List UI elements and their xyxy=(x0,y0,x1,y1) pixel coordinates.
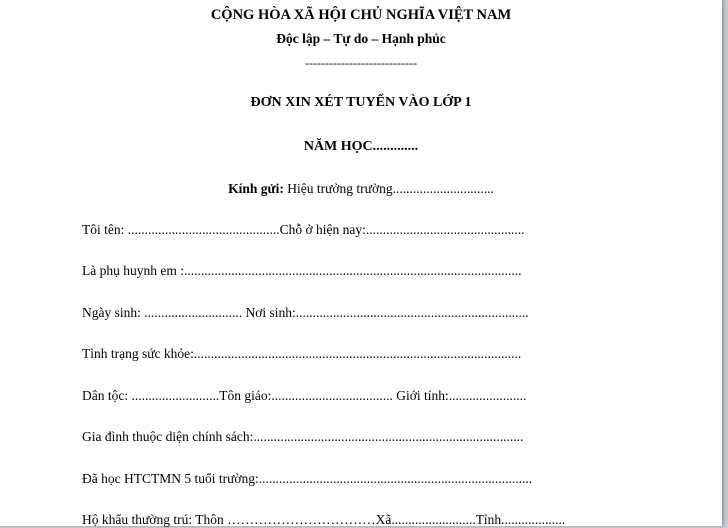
field-parent-of: Là phụ huynh em :.................................................................................................... xyxy=(82,263,522,278)
field-residence-registration: Hộ khẩu thường trú: Thôn ……………………………Xã.........................Tỉnh................... xyxy=(82,512,566,527)
header-divider: ---------------------------- xyxy=(305,56,417,70)
recipient-line xyxy=(0,181,722,197)
field-name-residence: Tôi tên: .............................................Chỗ ở hiện nay:............................................... xyxy=(82,222,525,237)
field-ethnicity-religion-gender: Dân tộc: ..........................Tôn giáo:.................................... Giới tính:....................... xyxy=(82,388,527,403)
school-year: NĂM HỌC............. xyxy=(303,139,419,154)
motto: Độc lập – Tự do – Hạnh phúc xyxy=(276,31,446,46)
field-health: Tình trạng sức khỏe:................................................................................................. xyxy=(82,346,522,361)
field-preschool: Đã học HTCTMN 5 tuổi trường:................................................................................. xyxy=(82,471,533,486)
recipient-text: Hiệu trưởng trường.............................. xyxy=(283,181,494,196)
form-title: ĐƠN XIN XÉT TUYỂN VÀO LỚP 1 xyxy=(250,95,472,110)
recipient-label: Kính gửi: xyxy=(228,181,284,196)
field-policy: Gia đình thuộc diện chính sách:................................................................................ xyxy=(82,429,524,444)
country-heading: CỘNG HÒA XÃ HỘI CHỦ NGHĨA VIỆT NAM xyxy=(210,7,512,23)
field-birth: Ngày sinh: ............................. Nơi sinh:..................................................................... xyxy=(82,305,529,320)
